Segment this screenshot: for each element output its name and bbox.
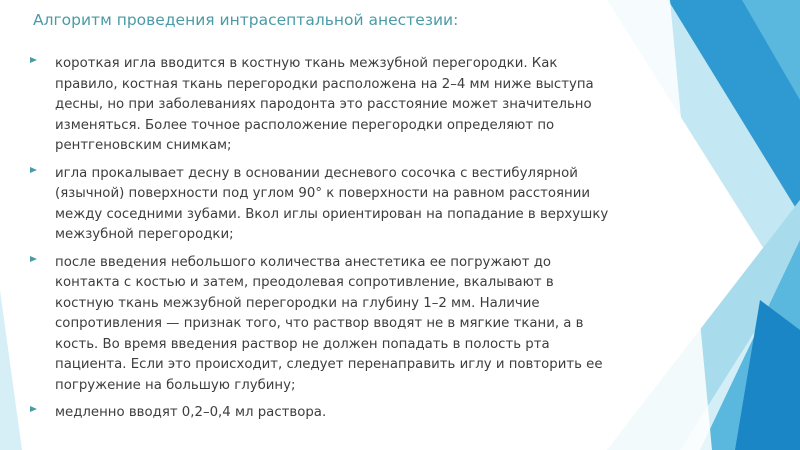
bullet-text: медленно вводят 0,2–0,4 мл раствора. bbox=[55, 405, 327, 420]
arrow-bullet-icon bbox=[30, 167, 37, 173]
slide-title: Алгоритм проведения интрасептальной анестезии: bbox=[33, 11, 459, 29]
bullet-text: короткая игла вводится в костную ткань межзубной перегородки. Как правило, костная ткань перегородки расположена на 2–4 мм ниже выступа десны, но при заболеваниях пародонта это расстояние может значительно изменяться. Более точное расположение перегородки определяют по рентгеновским снимкам; bbox=[55, 56, 594, 153]
bullet-item bbox=[30, 52, 615, 155]
arrow-bullet-icon bbox=[30, 57, 37, 63]
bullet-text: после введения небольшого количества анестетика ее погружают до контакта с костью и затем, преодолевая сопротивление, вкалывают в костную ткань межзубной перегородки на глубину 1–2 мм. Наличие сопротивления — признак того, что раствор вводят не в мягкие ткани, а в кость. Во время введения раствор не должен попадать в полость рта пациента. Если это происходит, следует перенаправить иглу и повторить ее погружение на большую глубину; bbox=[55, 254, 603, 393]
bullet-list bbox=[30, 52, 615, 429]
arrow-bullet-icon bbox=[30, 406, 37, 412]
bullet-item bbox=[30, 162, 615, 244]
arrow-bullet-icon bbox=[30, 256, 37, 262]
bullet-item bbox=[30, 401, 615, 422]
bullet-item bbox=[30, 251, 615, 395]
bullet-text: игла прокалывает десну в основании десневого сосочка с вестибулярной (язычной) поверхности под углом 90° к поверхности на равном расстоянии между соседними зубами. Вкол иглы ориентирован на попадание в верхушку межзубной перегородки; bbox=[55, 165, 609, 242]
